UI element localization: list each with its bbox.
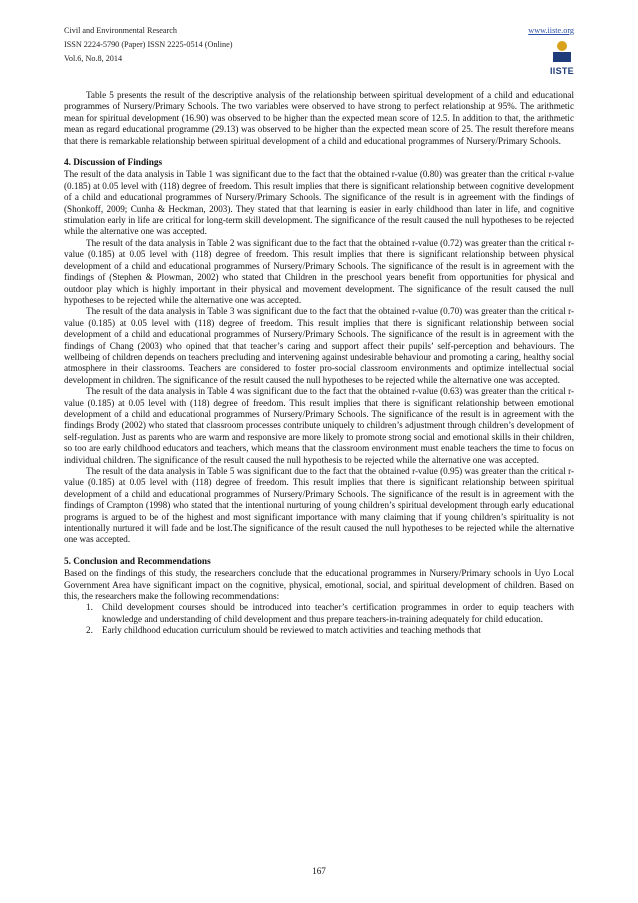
- list-item-text: Child development courses should be introduced into teacher’s certification programmes in order to equip teachers with knowledge and understanding of child development and thus prepare teachers-in-training adequately for child education.: [102, 602, 574, 624]
- page-header: [64, 26, 574, 84]
- section-4-paragraph-5: The result of the data analysis in Table 5 was significant due to the fact that the obtained r-value (0.95) was greater than the critical r-value (0.185) at 0.05 level with (118) degree of freedom. This result implies that there is significant relationship between spiritual development of a child and educational programmes of Nursery/Primary Schools. The significance of the result is in agreement with the findings of Crampton (1998) who stated that the intentional nurturing of young children’s spiritual development through early educational programs is argued to be of the highest and most significant importance with many claiming that if young children’s spirituality is not intentionally nurtured it will fade and be lost.The significance of the result caused the null hypotheses to be rejected while the alternative one was accepted.: [64, 466, 574, 545]
- list-item: [64, 625, 574, 636]
- list-item-text: Early childhood education curriculum should be reviewed to match activities and teaching methods that: [102, 625, 481, 636]
- page-number: 167: [312, 866, 326, 876]
- section-4-paragraph-1: The result of the data analysis in Table 1 was significant due to the fact that the obtained r-value (0.80) was greater than the critical r-value (0.185) at 0.05 level with (118) degree of freedom. This result implies that there is significant relationship between cognitive development of a child and educational programmes of Nursery/Primary Schools. The significance of the result is in agreement with the findings of (Shonkoff, 2009; Cunha & Heckman, 2003). They stated that that learning is easier in early childhood than later in life, and cognitive stimulation early in life are critical for long-term skill development. The significance of the result caused the null hypotheses to be rejected while the alternative one was accepted.: [64, 169, 574, 237]
- list-item-number: 1.: [86, 602, 93, 613]
- article-body: [64, 90, 574, 637]
- section-4-paragraph-3: The result of the data analysis in Table 3 was significant due to the fact that the obtained r-value (0.70) was greater than the critical r-value (0.185) at 0.05 level with (118) degree of freedom. This result implies that there is significant relationship between social development of a child and educational programmes of Nursery/Primary Schools. The significance of the result is in agreement with the findings of Chang (2003) who opined that that teacher’s caring and support affect their pupils’ self-perception and behaviours. The wellbeing of children depends on teachers precluding and intervening against undesirable behaviour and promoting a caring, healthy social atmosphere in their classrooms. Teachers are considered to foster pro-social classroom environments and optimize intellectual social development in children. The significance of the result caused the null hypotheses to be rejected while the alternative one was accepted.: [64, 306, 574, 385]
- intro-paragraph: Table 5 presents the result of the descriptive analysis of the relationship between spiritual development of a child and educational programmes of Nursery/Primary Schools. The two variables were observed to have strong to perfect relationship at 95%. The arithmetic mean for spiritual development (16.90) was observed to be higher than the expected mean score of 12.5. In addition to that, the arithmetic mean as regard educational programme (29.13) was observed to be higher than the expected mean score of 25. The result therefore means that there is remarkable relationship between spiritual development of a child and educational programmes of Nursery/Primary Schools.: [64, 90, 574, 146]
- section-4-paragraph-4: The result of the data analysis in Table 4 was significant due to the fact that the obtained r-value (0.63) was greater than the critical r-value (0.185) at 0.05 level with (118) degree of freedom. This result implies that there is significant relationship between emotional development of a child and educational programmes of Nursery/Primary Schools. The significance of the result is in agreement with the findings Brody (2002) who stated that classroom processes contribute uniquely to children’s adjustment through children’s development of self-regulation. Just as parents who are warm and responsive are more likely to promote strong social and emotional skills in their children, so too are early childhood educators and teachers, which means that the classroom environment must enable teachers the time to focus on individual children. The significance of the result caused the null hypothesis to be rejected while the alternative one was accepted.: [64, 386, 574, 465]
- section-4-heading: 4. Discussion of Findings: [64, 158, 163, 169]
- journal-url-link[interactable]: www.iiste.org: [528, 26, 574, 35]
- section-5-paragraph-1: Based on the findings of this study, the researchers conclude that the educational programmes in Nursery/Primary schools in Uyo Local Government Area have significant impact on the cognitive, physical, emotional, social, and spiritual development of children. Based on this, the researchers make the following recommendations:: [64, 568, 574, 602]
- issn-line: ISSN 2224-5790 (Paper) ISSN 2225-0514 (Online): [64, 40, 233, 49]
- list-item-number: 2.: [86, 625, 93, 636]
- volume-line: Vol.6, No.8, 2014: [64, 54, 123, 63]
- iiste-logo-icon: [550, 40, 574, 64]
- section-5-heading: 5. Conclusion and Recommendations: [64, 556, 211, 567]
- recommendations-list: [64, 602, 574, 636]
- journal-name: Civil and Environmental Research: [64, 26, 178, 35]
- logo-text: IISTE: [549, 66, 574, 76]
- section-4-paragraph-2: The result of the data analysis in Table 2 was significant due to the fact that the obtained r-value (0.72) was greater than the critical r-value (0.185) at 0.05 level with (118) degree of freedom. This result implies that there is significant relationship between physical development of a child and educational programmes of Nursery/Primary Schools. The significance of the result is in agreement with the findings of (Stephen & Plowman, 2002) who stated that Children in the preschool years benefit from opportunities for physical and outdoor play which is highly important in their physical and movement development. The significance of the result caused the null hypotheses to be rejected while the alternative one was accepted.: [64, 237, 574, 305]
- list-item: [64, 602, 574, 625]
